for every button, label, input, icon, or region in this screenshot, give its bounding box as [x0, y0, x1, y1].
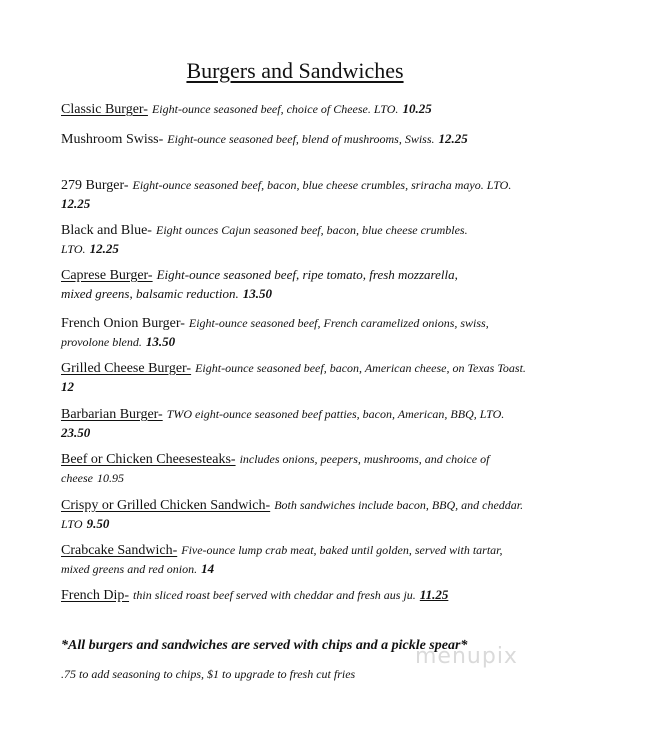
item-price: 12.25 [438, 131, 468, 146]
watermark: menupix [415, 644, 518, 669]
menu-item-french-onion-burger [61, 314, 531, 351]
menu-item-crabcake-sandwich [61, 541, 521, 578]
menu-item-mushroom-swiss [61, 130, 501, 149]
footnote: *All burgers and sandwiches are served with chips and a pickle spear* [61, 638, 468, 653]
page-title: Burgers and Sandwiches [186, 58, 404, 83]
item-price: 23.50 [61, 425, 91, 440]
item-name: Crispy or Grilled Chicken Sandwich- [61, 498, 271, 513]
item-name: Caprese Burger- [61, 268, 153, 283]
menu-item-barbarian-burger [61, 405, 521, 442]
item-price: 11.25 [419, 587, 449, 602]
menu-item-279-burger [61, 176, 521, 213]
menu-item-black-and-blue [61, 221, 491, 258]
item-price: 10.95 [96, 471, 124, 485]
menu-item-cheesesteaks [61, 450, 521, 487]
item-description: Eight-ounce seasoned beef, bacon, American cheese, on Texas Toast. [195, 361, 526, 375]
item-name: Beef or Chicken Cheesesteaks- [61, 452, 236, 467]
menu-item-chicken-sandwich [61, 496, 531, 533]
item-description: Eight-ounce seasoned beef, bacon, blue cheese crumbles, sriracha mayo. LTO. [132, 178, 512, 192]
menu-item-classic-burger [61, 100, 541, 119]
item-price: 12 [61, 379, 74, 394]
item-price: 14 [201, 561, 215, 576]
item-description: Eight ounces Cajun seasoned beef, bacon, blue cheese crumbles. LTO. [61, 223, 468, 256]
item-name: Crabcake Sandwich- [61, 543, 178, 558]
item-name: Barbarian Burger- [61, 407, 163, 422]
item-name: Black and Blue- [61, 223, 152, 238]
item-name: 279 Burger- [61, 178, 129, 193]
item-name: French Dip- [61, 588, 130, 603]
item-name: Grilled Cheese Burger- [61, 361, 192, 376]
item-price: 12.25 [89, 241, 119, 256]
item-description: TWO eight-ounce seasoned beef patties, bacon, American, BBQ, LTO. [166, 407, 505, 421]
item-price: 9.50 [86, 516, 110, 531]
item-price: 13.50 [242, 286, 272, 301]
menu-item-caprese-burger [61, 266, 491, 303]
item-price: 12.25 [61, 196, 91, 211]
item-description: includes onions, peepers, mushrooms, and choice of cheese [61, 452, 490, 485]
item-price: 13.50 [145, 334, 176, 349]
menu-item-french-dip [61, 586, 581, 605]
item-description: Both sandwiches include bacon, BBQ, and cheddar. LTO [61, 498, 524, 531]
subnote: .75 to add seasoning to chips, $1 to upgrade to fresh cut fries [61, 667, 356, 681]
menu-item-grilled-cheese-burger [61, 359, 541, 396]
item-description: Eight-ounce seasoned beef, French caramelized onions, swiss, provolone blend. [61, 316, 489, 349]
item-description: thin sliced roast beef served with cheddar and fresh aus ju. [133, 588, 416, 602]
item-description: Five-ounce lump crab meat, baked until golden, served with tartar, mixed greens and red onion. [61, 543, 503, 576]
item-name: Classic Burger- [61, 102, 148, 117]
item-name: French Onion Burger- [61, 316, 185, 331]
item-description: Eight-ounce seasoned beef, ripe tomato, fresh mozzarella, mixed greens, balsamic reduction. [61, 267, 458, 301]
item-description: Eight-ounce seasoned beef, blend of mushrooms, Swiss. [167, 132, 435, 146]
item-name: Mushroom Swiss- [61, 132, 164, 147]
item-description: Eight-ounce seasoned beef, choice of Cheese. LTO. [151, 102, 399, 116]
item-price: 10.25 [402, 101, 432, 116]
